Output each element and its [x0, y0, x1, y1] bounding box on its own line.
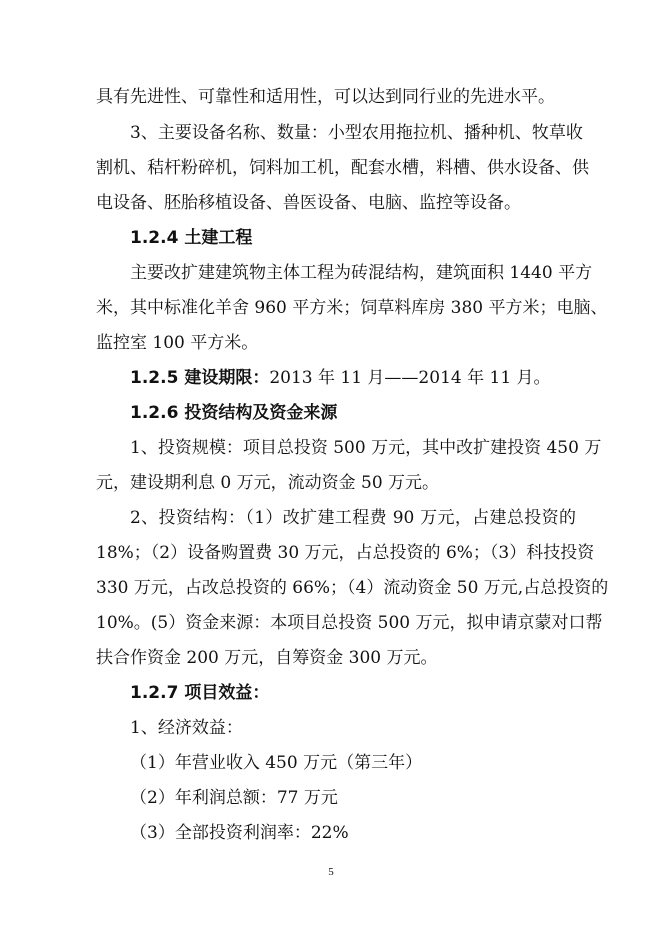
section-heading-1-2-7: 1.2.7 项目效益： — [130, 683, 270, 703]
paragraph-line: 扶合作资金 200 万元，自筹资金 300 万元。 — [96, 648, 438, 668]
paragraph-line: 监控室 100 平方米。 — [96, 333, 259, 353]
paragraph-line: 2、投资结构：（1）改扩建工程费 90 万元，占建总投资的 — [130, 508, 576, 528]
page-number: 5 — [328, 866, 334, 878]
paragraph-line: 电设备、胚胎移植设备、兽医设备、电脑、监控等设备。 — [96, 193, 521, 213]
paragraph-line: 割机、秸杆粉碎机，饲料加工机，配套水槽，料槽、供水设备、供 — [96, 158, 589, 178]
heading-label: 1.2.5 建设期限： — [130, 368, 270, 388]
paragraph-line: 具有先进性、可靠性和适用性，可以达到同行业的先进水平。 — [96, 87, 555, 107]
paragraph-line: 1、投资规模：项目总投资 500 万元，其中改扩建投资 450 万 — [130, 438, 602, 458]
section-heading-1-2-4: 1.2.4 土建工程 — [130, 228, 253, 248]
section-heading-1-2-5 — [130, 367, 576, 389]
paragraph-line: 18%；（2）设备购置费 30 万元，占总投资的 6%；（3）科技投资 — [96, 543, 595, 563]
list-item: （2）年利润总额：77 万元 — [130, 788, 338, 808]
paragraph-line: 米，其中标准化羊舍 960 平方米；饲草料库房 380 平方米；电脑、 — [96, 298, 608, 318]
construction-period: 2013 年 11 月——2014 年 11 月。 — [269, 368, 551, 388]
paragraph-line: 10%。(5）资金来源：本项目总投资 500 万元，拟申请京蒙对口帮 — [96, 613, 603, 633]
list-item: （3）全部投资利润率：22% — [130, 823, 349, 843]
paragraph-line: 1、经济效益： — [130, 718, 243, 738]
paragraph-line: 3、主要设备名称、数量：小型农用拖拉机、播种机、牧草收 — [130, 123, 583, 143]
section-heading-1-2-6: 1.2.6 投资结构及资金来源 — [130, 403, 338, 423]
paragraph-line: 主要改扩建建筑物主体工程为砖混结构，建筑面积 1440 平方 — [130, 263, 593, 283]
paragraph-line: 元，建设期利息 0 万元，流动资金 50 万元。 — [96, 473, 440, 493]
paragraph-line: 330 万元，占改总投资的 66%；（4）流动资金 50 万元,占总投资的 — [96, 578, 609, 598]
list-item: （1）年营业收入 450 万元（第三年） — [130, 753, 423, 773]
